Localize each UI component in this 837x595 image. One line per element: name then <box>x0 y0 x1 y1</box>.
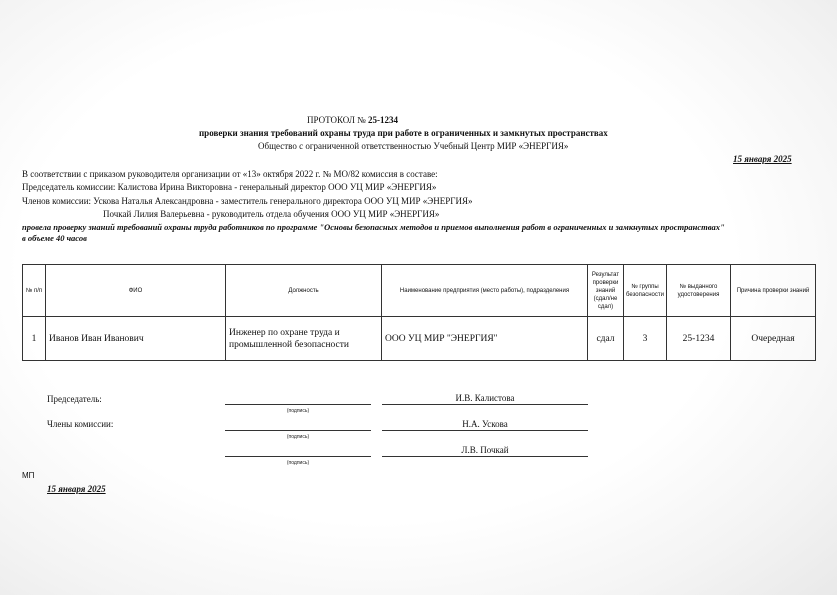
program-line: провела проверку знаний требований охраны труда работников по программе "Основы безопасных методов и приемов выполнения работ в ограниченных и замкнутых пространствах" <box>22 222 725 232</box>
chairman-line: Председатель комиссии: Калистова Ирина Викторовна - генеральный директор ООО УЦ МИР «ЭНЕРГИЯ» <box>22 182 437 192</box>
order-line: В соответствии с приказом руководителя организации от «13» октября 2022 г. № МО/82 комиссия в составе: <box>22 169 438 179</box>
cell-fio: Иванов Иван Иванович <box>46 317 226 361</box>
header-certificate: № выданного удостоверения <box>667 265 731 317</box>
protocol-number: 25-1234 <box>368 115 399 125</box>
results-table <box>22 264 816 361</box>
member2-sign-caption: (подпись) <box>286 460 310 466</box>
cell-result: сдал <box>588 317 624 361</box>
member1-line: Членов комиссии: Ускова Наталья Александровна - заместитель генерального директора ООО УЦ МИР «ЭНЕРГИЯ» <box>22 196 473 206</box>
protocol-prefix: ПРОТОКОЛ № <box>307 115 369 125</box>
member1-sign-caption: (подпись) <box>286 434 310 440</box>
cell-reason: Очередная <box>731 317 816 361</box>
member2-name-line <box>382 456 588 457</box>
member2-line: Почкай Лилия Валерьевна - руководитель отдела обучения ООО УЦ МИР «ЭНЕРГИЯ» <box>103 209 440 219</box>
member2-signature-line <box>225 456 371 457</box>
table-row <box>23 317 816 361</box>
cell-group: 3 <box>624 317 667 361</box>
program-hours: в объеме 40 часов <box>22 233 87 243</box>
member1-signature-line <box>225 430 371 431</box>
table-header-row <box>23 265 816 317</box>
signature-date: 15 января 2025 <box>47 484 106 494</box>
header-position: Должность <box>226 265 382 317</box>
cell-num: 1 <box>23 317 46 361</box>
chairman-signature-line <box>225 404 371 405</box>
header-company: Наименование предприятия (место работы), подразделения <box>382 265 588 317</box>
header-num: № п/п <box>23 265 46 317</box>
member1-name: Н.А. Ускова <box>462 419 508 429</box>
chairman-name-line <box>382 404 588 405</box>
cell-certificate: 25-1234 <box>667 317 731 361</box>
header-group: № группы безопасности <box>624 265 667 317</box>
cell-position: Инженер по охране труда и промышленной безопасности <box>226 317 382 361</box>
protocol-date: 15 января 2025 <box>733 154 792 164</box>
header-fio: ФИО <box>46 265 226 317</box>
protocol-subtitle: проверки знания требований охраны труда при работе в ограниченных и замкнутых пространствах <box>199 128 608 138</box>
chairman-sign-caption: (подпись) <box>286 408 310 414</box>
organization-name: Общество с ограниченной ответственностью Учебный Центр МИР «ЭНЕРГИЯ» <box>258 141 569 151</box>
header-reason: Причина проверки знаний <box>731 265 816 317</box>
chairman-label: Председатель: <box>47 394 102 404</box>
cell-company: ООО УЦ МИР "ЭНЕРГИЯ" <box>382 317 588 361</box>
member1-name-line <box>382 430 588 431</box>
protocol-title <box>307 115 398 125</box>
chairman-name: И.В. Калистова <box>455 393 515 403</box>
member2-name: Л.В. Почкай <box>461 445 509 455</box>
stamp-place: МП <box>22 471 35 480</box>
members-label: Члены комиссии: <box>47 419 114 429</box>
header-result: Результат проверки знаний (сдал/не сдал) <box>588 265 624 317</box>
